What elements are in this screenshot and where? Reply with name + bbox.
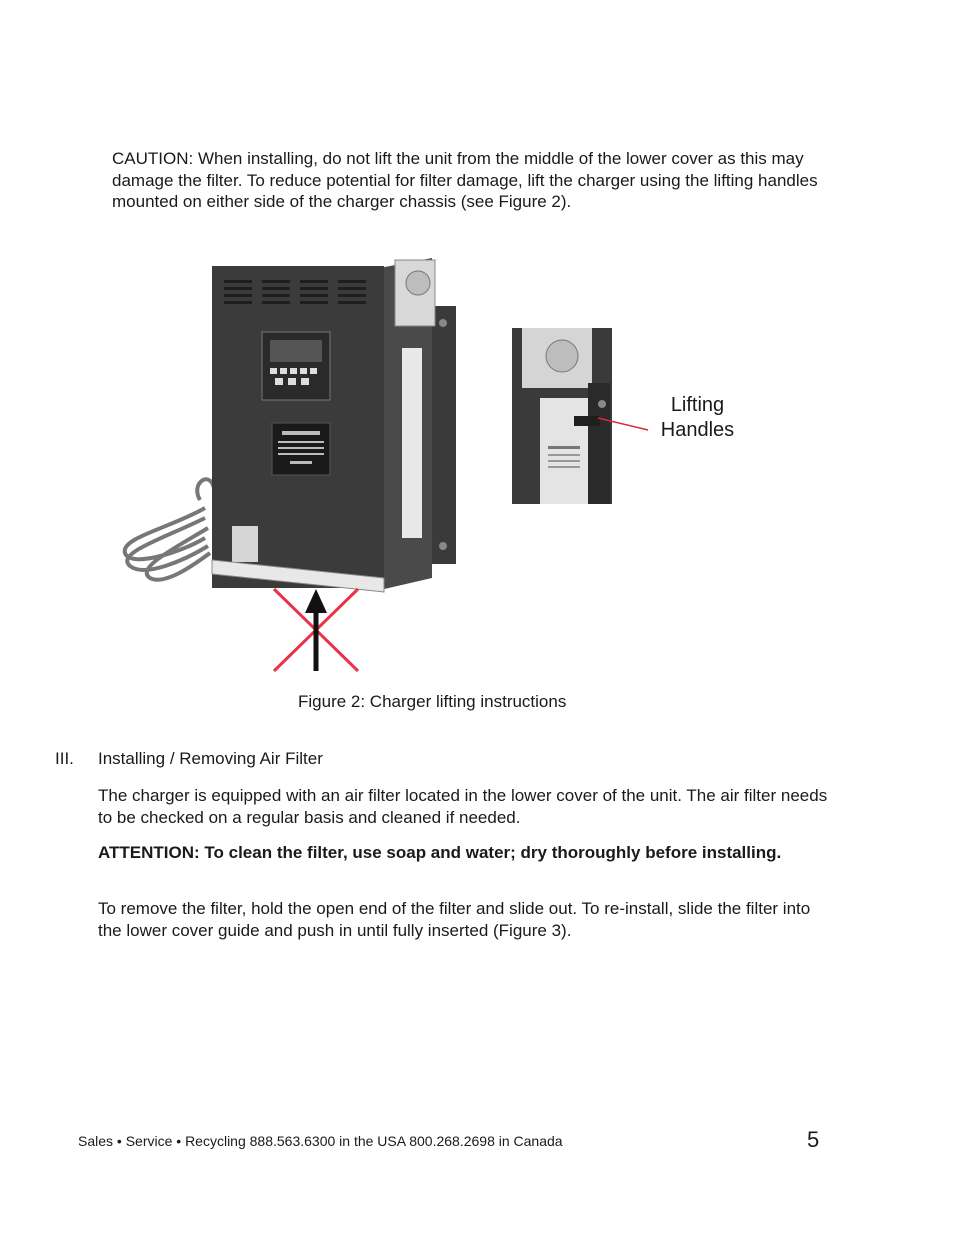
section-title: Installing / Removing Air Filter xyxy=(98,749,323,768)
callout-label-line1: Lifting xyxy=(670,394,725,416)
lifting-handles-label xyxy=(640,393,755,443)
section-number: III. xyxy=(55,749,74,768)
mounting-bracket xyxy=(430,306,456,564)
power-cable xyxy=(125,479,214,579)
filter-removal-paragraph: To remove the filter, hold the open end of the filter and slide out. To re-install, slide the filter into the lower cover guide and push in until fully inserted (Figure 3). xyxy=(98,899,811,940)
filter-description-paragraph: The charger is equipped with an air filter located in the lower cover of the unit. The air filter needs to be checked on a regular basis and cleaned if needed. xyxy=(98,786,828,827)
caution-paragraph: CAUTION: When installing, do not lift the unit from the middle of the lower cover as this may damage the filter. To reduce potential for filter damage, lift the charger using the lifting handles mounted on either side of the charger chassis (see Figure 2). xyxy=(112,149,818,211)
do-not-lift-marker xyxy=(270,585,362,675)
page-number: 5 xyxy=(807,1127,820,1152)
figure-caption: Figure 2: Charger lifting instructions xyxy=(298,692,567,711)
arrow-head xyxy=(305,589,327,613)
callout-label-line2: Handles xyxy=(660,419,735,441)
footer-contact: Sales • Service • Recycling 888.563.6300 in the USA 800.268.2698 in Canada xyxy=(78,1133,563,1149)
attention-paragraph: ATTENTION: To clean the filter, use soap and water; dry thoroughly before installing. xyxy=(98,843,782,862)
